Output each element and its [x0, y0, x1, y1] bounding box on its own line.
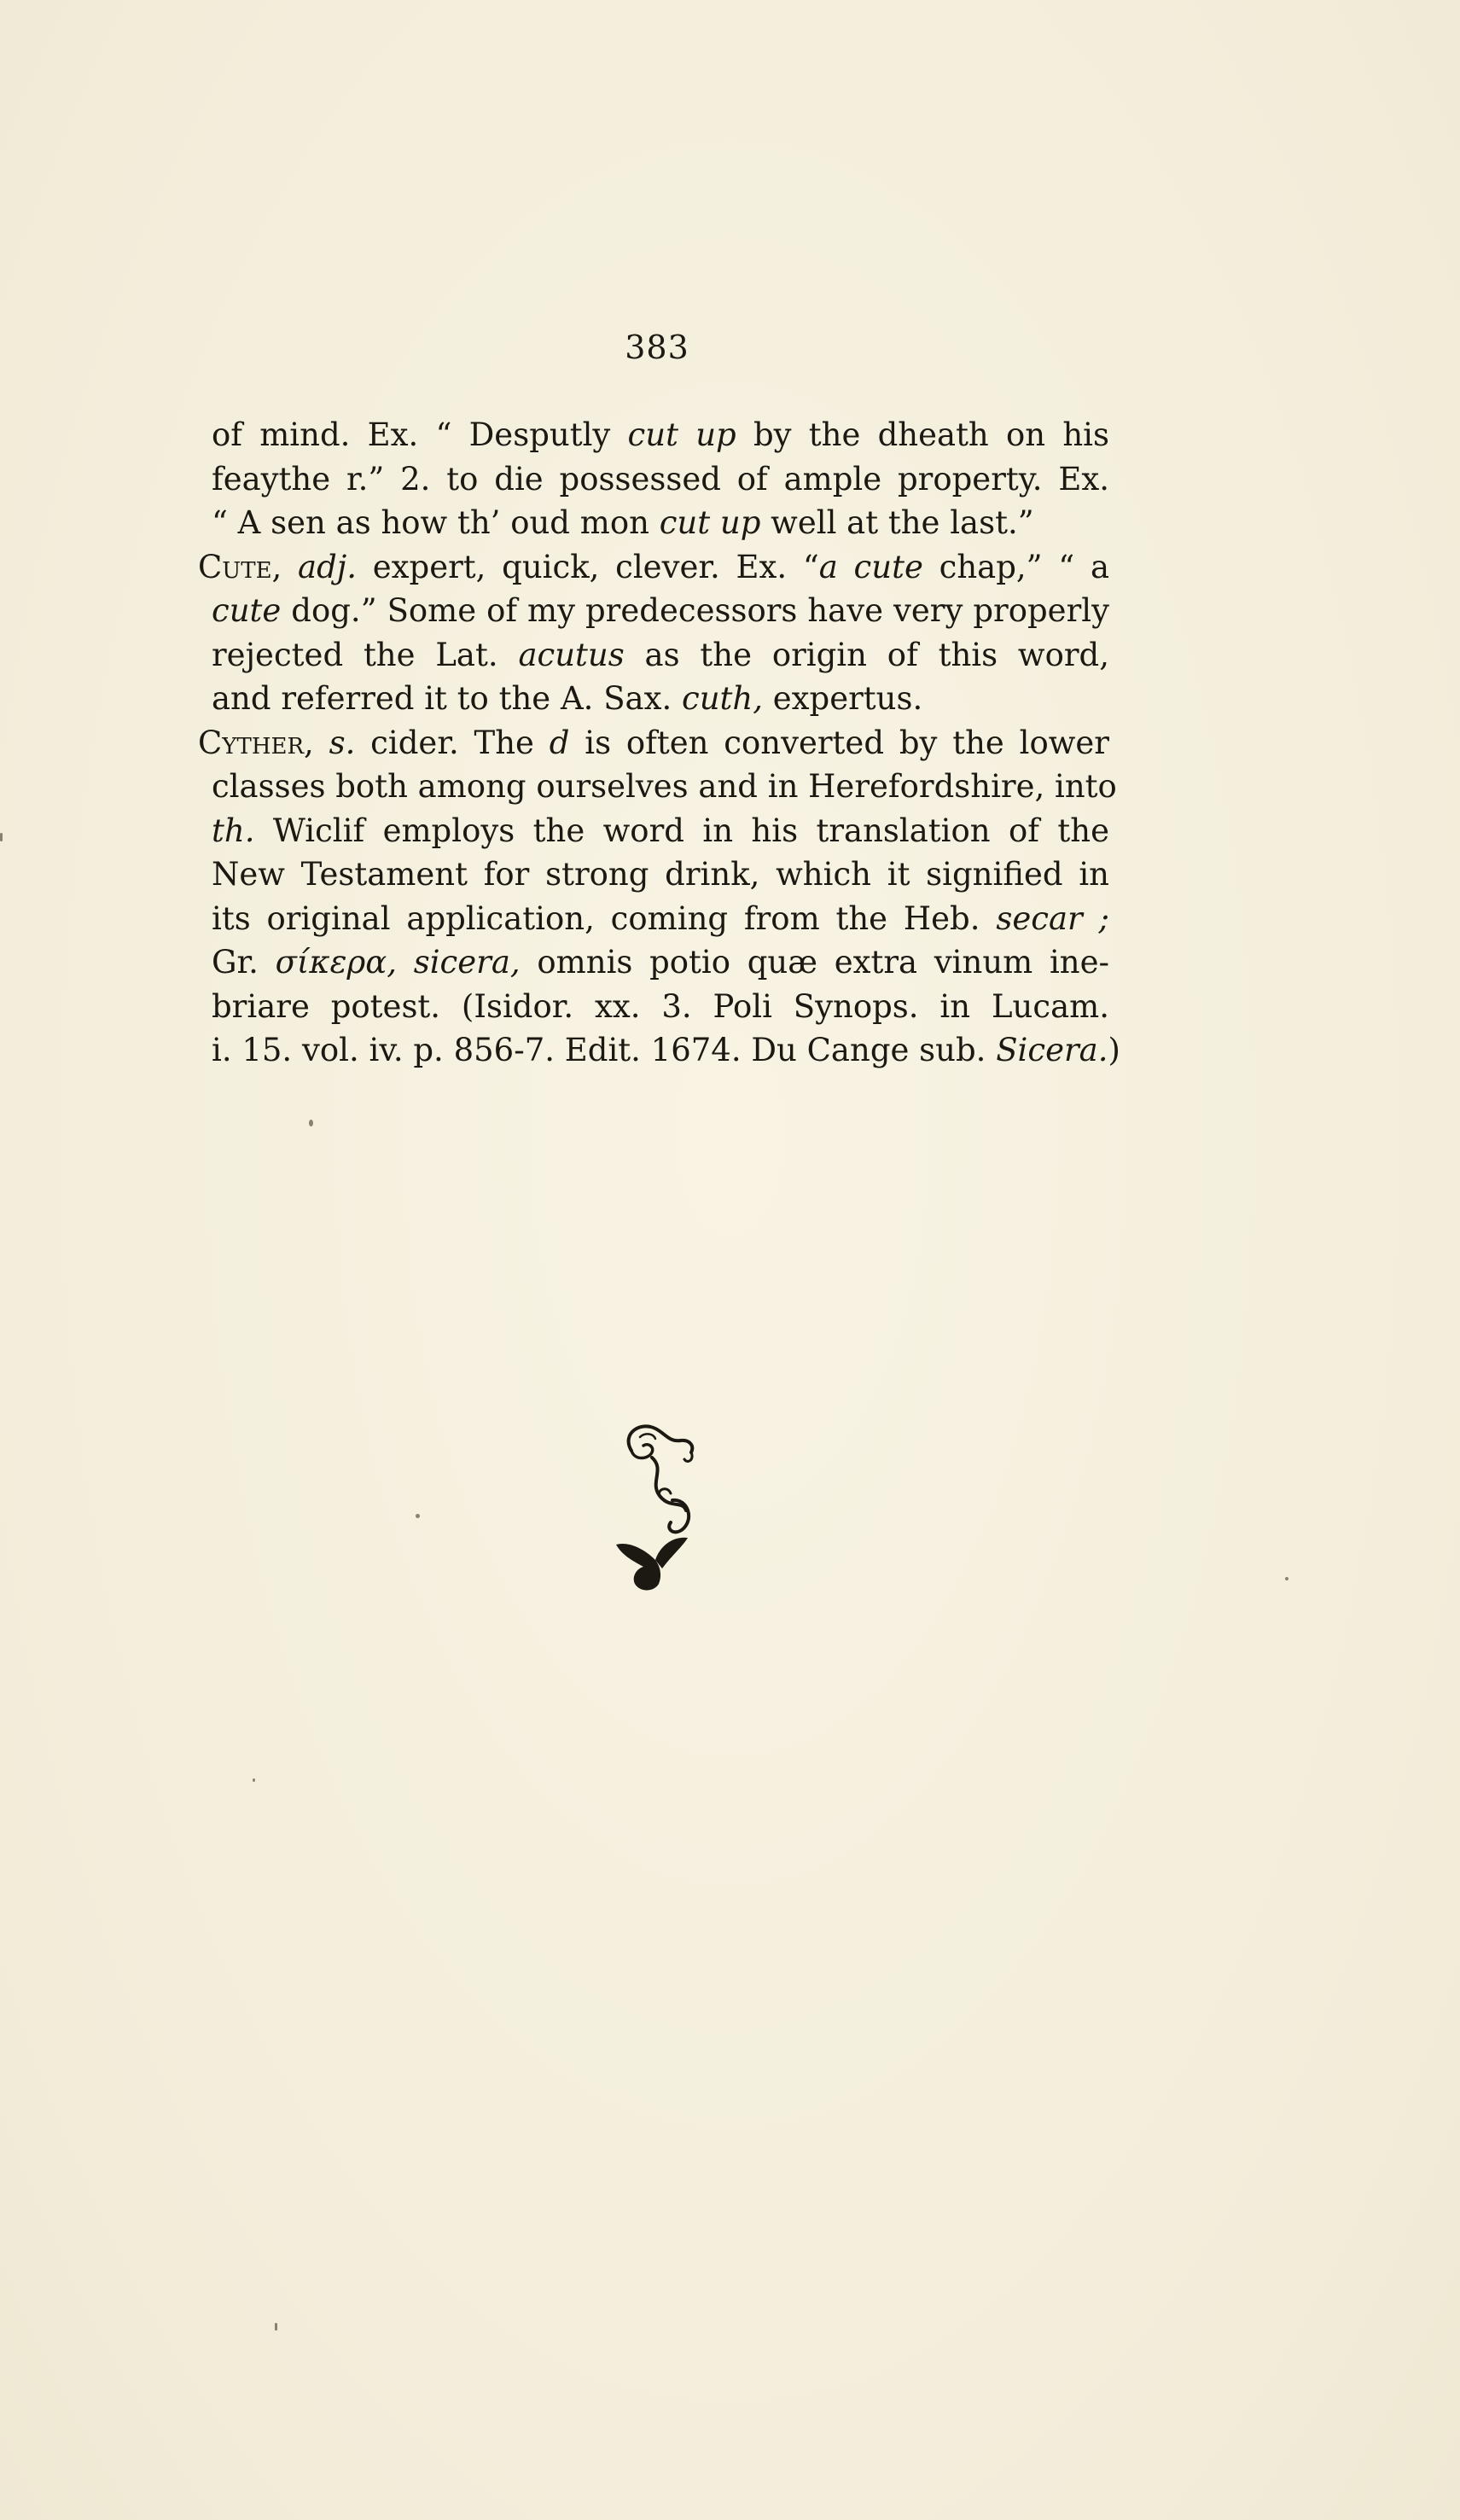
text-line — [212, 677, 1109, 721]
text-line — [212, 809, 1109, 853]
page-speck — [275, 2323, 277, 2331]
entry-headline — [198, 721, 1109, 765]
entry-headline — [198, 545, 1109, 590]
text-run: dog.” Some of my predecessors have very properly — [281, 592, 1109, 629]
italic-term: a cute — [818, 548, 923, 585]
italic-term: cut up — [659, 504, 761, 541]
italic-term: sicera, — [413, 944, 521, 981]
italic-term: cuth, — [682, 680, 764, 717]
text-run: ) — [1108, 1032, 1120, 1068]
italic-term: σίκερα, — [275, 944, 398, 981]
text-run: , — [304, 724, 329, 761]
italic-term: adj. — [298, 548, 358, 585]
text-run: briare potest. (Isidor. xx. 3. Poli Synops. in Lucam. — [212, 987, 1109, 1025]
text-run: is often converted by the lower — [569, 724, 1109, 761]
text-run: expertus. — [763, 680, 923, 717]
page-speck — [309, 1120, 313, 1126]
italic-term: cut up — [627, 416, 736, 453]
italic-term: d — [549, 724, 570, 761]
page-speck — [1285, 1577, 1288, 1580]
text-run: expert, quick, clever. Ex. “ — [357, 548, 819, 585]
headword: Cute — [198, 548, 272, 585]
text-run: by the dheath on his — [736, 416, 1109, 453]
text-line — [212, 765, 1117, 809]
text-run: of mind. Ex. “ Desputly — [212, 416, 628, 453]
page-number: 383 — [625, 329, 689, 366]
italic-term: cute — [212, 592, 282, 629]
text-run: as the origin of this word, — [624, 636, 1109, 673]
text-run: omnis potio quæ extra vinum ine- — [520, 944, 1110, 981]
text-run: “ A sen as how th’ oud mon — [212, 504, 660, 541]
text-run: Wiclif employs the word in his translation of the — [254, 812, 1109, 849]
text-run: New Testament for strong drink, which it signified in — [212, 856, 1109, 893]
text-run: and referred it to the A. Sax. — [212, 680, 682, 717]
glossary-text — [198, 413, 1120, 1073]
text-line — [212, 985, 1109, 1029]
italic-term: secar ; — [996, 899, 1109, 937]
page-speck — [253, 1778, 255, 1782]
text-run: chap,” “ a — [922, 548, 1109, 585]
text-line — [212, 897, 1109, 941]
text-line — [212, 457, 1109, 502]
text-line — [212, 940, 1109, 985]
text-run: , — [271, 548, 299, 585]
text-line — [212, 589, 1109, 633]
text-run — [397, 944, 414, 981]
text-line — [212, 853, 1109, 897]
headword: Cyther — [198, 724, 305, 761]
text-run: classes both among ourselves and in Herefordshire, into — [212, 768, 1117, 805]
text-line — [212, 1028, 1120, 1073]
italic-term: s. — [329, 724, 356, 761]
italic-term: acutus — [518, 636, 625, 673]
text-run: feaythe r.” 2. to die possessed of ample property. Ex. — [212, 460, 1109, 498]
italic-term: th. — [212, 812, 255, 849]
page-speck — [0, 833, 3, 841]
text-run: cider. The — [355, 724, 550, 761]
text-line — [212, 633, 1109, 678]
text-run: Gr. — [212, 944, 276, 981]
italic-term: Sicera. — [996, 1032, 1108, 1068]
text-line — [212, 413, 1109, 457]
text-line — [212, 501, 1109, 545]
text-run: well at the last.” — [760, 504, 1034, 541]
page-speck — [416, 1514, 420, 1518]
text-run: its original application, coming from the Heb. — [212, 899, 997, 937]
text-run: rejected the Lat. — [212, 636, 519, 673]
printer-ornament-fleuron-icon — [606, 1417, 708, 1596]
text-run: i. 15. vol. iv. p. 856-7. Edit. 1674. Du Cange sub. — [212, 1032, 997, 1068]
